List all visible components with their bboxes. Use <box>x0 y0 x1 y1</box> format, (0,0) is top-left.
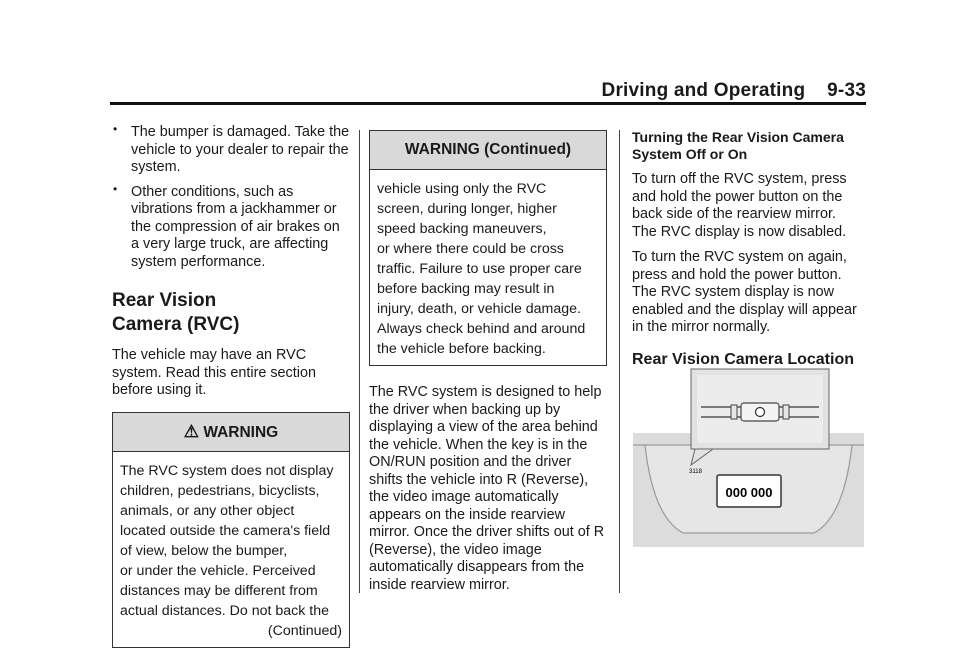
warning-body <box>370 170 606 365</box>
section-title-line: Rear Vision <box>112 290 217 311</box>
header-rule <box>110 102 866 105</box>
plate-text: 000 000 <box>725 485 773 500</box>
warning-line: or where there could be cross <box>377 241 564 257</box>
intro-paragraph: The vehicle may have an RVC system. Read this entire section before using it. <box>112 347 316 398</box>
rear-camera-location-figure <box>633 367 864 547</box>
warning-icon: ⚠ <box>183 421 199 441</box>
section-title-line: Camera (RVC) <box>112 314 240 335</box>
bullet-icon: • <box>113 122 118 136</box>
paragraph: To turn off the RVC system, press and hold the power button on the back side of the rearview mirror. The RVC display is now disabled. <box>632 171 847 240</box>
warning-title: WARNING (Continued) <box>404 141 572 158</box>
warning-title: WARNING <box>203 423 279 441</box>
section-title <box>112 289 350 337</box>
image-id: 3118 <box>689 469 702 475</box>
warning-line: before backing may result in <box>377 281 555 297</box>
warning-line: speed backing maneuvers, <box>377 221 547 237</box>
column-divider <box>619 130 620 593</box>
column-1 <box>112 124 350 648</box>
bullet-text: Other conditions, such as vibrations from a jackhammer or the compression of air brakes on a very large truck, are affecting system performance. <box>131 183 340 270</box>
subsection-title: Turning the Rear Vision Camera System Off or On <box>632 129 844 162</box>
warning-line: of view, below the bumper, <box>120 542 288 559</box>
warning-line: injury, death, or vehicle damage. <box>377 301 581 317</box>
warning-line: vehicle using only the RVC <box>377 181 547 197</box>
warning-line: actual distances. Do not back the <box>120 602 329 619</box>
warning-line: located outside the camera's field <box>120 522 331 539</box>
bullet-text: The bumper is damaged. Take the vehicle to your dealer to repair the system. <box>131 124 350 175</box>
warning-line: Always check behind and around <box>377 321 586 337</box>
body-paragraph: The RVC system is designed to help the driver when backing up by displaying a view of the area behind the vehicle. When the key is in the ON/RUN position and the driver shifts the vehicle into R (Reverse), the video image automatically appears on the inside rearview mirror. Once the driver shifts out of R (Reverse), the video image automatically disappears from the inside rearview mirror. <box>369 384 605 593</box>
continued-label: (Continued) <box>267 622 342 639</box>
warning-box-continued <box>369 130 607 366</box>
warning-line: screen, during longer, higher <box>377 201 557 217</box>
warning-line: the vehicle before backing. <box>377 341 546 357</box>
bullet-item <box>112 181 350 272</box>
header-title: Driving and Operating 9-33 <box>601 80 866 101</box>
paragraph: To turn the RVC system on again, press and hold the power button. The RVC system display is now enabled and the display will appear in the mirror normally. <box>632 249 857 335</box>
column-divider <box>359 130 360 593</box>
warning-line: The RVC system does not display <box>120 462 334 479</box>
warning-line: or under the vehicle. Perceived <box>120 562 316 579</box>
warning-body <box>113 452 349 647</box>
bullet-icon: • <box>113 181 118 196</box>
warning-header <box>113 413 349 452</box>
warning-line: children, pedestrians, bicyclists, <box>120 482 320 499</box>
figure-title: Rear Vision Camera Location <box>632 350 854 368</box>
warning-line: animals, or any other object <box>120 502 295 519</box>
column-3 <box>632 129 864 368</box>
warning-line: distances may be different from <box>120 582 318 599</box>
bullet-item <box>112 124 350 177</box>
warning-line: traffic. Failure to use proper care <box>377 261 582 277</box>
column-2 <box>369 130 607 602</box>
warning-box <box>112 412 350 648</box>
warning-header <box>370 131 606 170</box>
